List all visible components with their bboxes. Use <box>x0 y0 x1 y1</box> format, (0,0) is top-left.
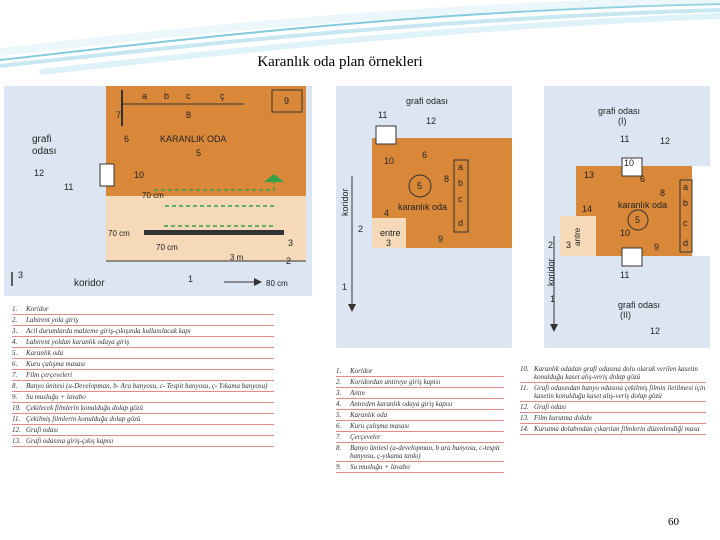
plan2-label-12: 12 <box>426 116 437 126</box>
plan2-legend <box>336 366 504 473</box>
plan3-floorplan <box>520 86 710 348</box>
plan2-label-3: 3 <box>386 238 392 248</box>
plan1-legend-number: 11. <box>12 415 21 423</box>
plan3-label-13: 13 <box>584 170 595 180</box>
plan1-label-c: c <box>186 91 191 101</box>
plan1-floorplan <box>4 86 312 296</box>
plan2-legend-text: Antre <box>350 389 366 397</box>
plan1-legend-text: Çekilmiş filmlerin konulduğu dolap gözü <box>26 415 141 423</box>
plan2-label-10: 10 <box>384 156 395 166</box>
plan2-label-6: 6 <box>422 150 428 160</box>
plan1-legend-row <box>12 425 274 436</box>
plan2-legend-number: 3. <box>336 389 342 397</box>
plan1-entry-area <box>106 196 306 261</box>
plan3-label-12: 12 <box>660 136 671 146</box>
plan1-label-6: 6 <box>124 134 130 144</box>
plan1-label-11: 11 <box>64 182 74 192</box>
plan2-corridor-area <box>336 138 372 348</box>
plan2-label-2: 2 <box>358 224 364 234</box>
plan3-label-II: (II) <box>620 310 631 320</box>
plan3-legend-text: Grafi odası <box>534 403 567 411</box>
plan1-legend-row <box>12 304 274 315</box>
plan1-panel <box>4 86 312 514</box>
plan2-legend-text: Koridordan antireye giriş kapısı <box>350 378 441 386</box>
plan1-legend-row <box>12 315 274 326</box>
plan1-label-7: 7 <box>116 110 122 120</box>
plan1-label-c2: ç <box>220 91 225 101</box>
plan2-lower-corridor <box>372 248 512 348</box>
plan2-label-koridor: koridor <box>340 188 350 216</box>
slide-title: Karanlık oda plan örnekleri <box>257 54 423 70</box>
plan2-legend-row <box>336 432 504 443</box>
plan1-legend-number: 10. <box>12 404 21 412</box>
plan1-legend-text: Banyo ünitesi (a-Developman, b- Ara banyosu, c- Tespit banyosu, ç- Yıkama banyosu) <box>26 382 268 390</box>
plan3-label-5: 5 <box>635 215 641 225</box>
plan2-label-d: d <box>458 218 464 228</box>
plan2-label-karanlik-oda: karanlık oda <box>398 202 448 212</box>
plan2-legend-row <box>336 421 504 432</box>
plan1-legend-text: Koridor <box>26 305 49 313</box>
plan1-label-a: a <box>142 91 148 101</box>
plan2-legend-text: Çerçeveler <box>350 433 381 441</box>
plan1-label-70cm-v: 70 cm <box>142 191 164 200</box>
plan3-legend-number: 10. <box>520 365 529 373</box>
plan3-label-8: 8 <box>660 188 666 198</box>
plan1-legend-number: 3. <box>12 327 18 335</box>
plan1-legend-number: 12. <box>12 426 21 434</box>
plan1-label-3b: 3 <box>18 270 24 280</box>
plan1-legend-number: 2. <box>12 316 18 324</box>
plan3-legend-row <box>520 383 706 402</box>
plan1-legend-text: Karanlık oda <box>26 349 64 357</box>
plan3-legend <box>520 364 706 435</box>
plan2-label-c: c <box>458 194 463 204</box>
plan1-legend-number: 9. <box>12 393 18 401</box>
plan3-label-grafi-odasi-2: grafi odası <box>618 300 661 310</box>
plan1-legend-text: Grafi odasına giriş-çıkış kapısı <box>26 437 114 445</box>
plan1-legend-number: 6. <box>12 360 18 368</box>
plan2-legend-number: 6. <box>336 422 342 430</box>
plan1-legend-number: 8. <box>12 382 18 390</box>
plan3-legend-row <box>520 424 706 435</box>
plan2-label-1: 1 <box>342 282 348 292</box>
plan2-legend-text: Karanlık oda <box>350 411 388 419</box>
plan1-label-8: 8 <box>186 110 192 120</box>
plan3-legend-number: 13. <box>520 414 529 422</box>
plan1-legend-number: 13. <box>12 437 21 445</box>
plan3-legend-number: 12. <box>520 403 529 411</box>
plan2-label-b: b <box>458 178 464 188</box>
plan1-legend-row <box>12 381 274 392</box>
plan3-label-10: 10 <box>624 158 635 168</box>
plan3-legend-text: Karanlık odadan grafi odasına dolu olarak verilen kasetin konulduğu kaset alış-veriş dolap gözü <box>534 365 698 381</box>
plan1-label-odasi: odası <box>32 146 57 157</box>
plan3-label-1: 1 <box>550 294 556 304</box>
plan3-label-b: b <box>683 198 689 208</box>
plan2-legend-number: 5. <box>336 411 342 419</box>
plan1-legend-row <box>12 370 274 381</box>
plan2-legend-row <box>336 366 504 377</box>
plan1-legend-number: 4. <box>12 338 18 346</box>
plan2-grafi-area <box>336 86 512 138</box>
plan1-label-1: 1 <box>188 274 194 284</box>
plan2-label-entre: entre <box>380 228 401 238</box>
plan3-label-grafi-odasi: grafi odası <box>598 106 641 116</box>
plan1-legend-number: 7. <box>12 371 18 379</box>
plan1-label-12: 12 <box>34 168 45 178</box>
plan2-legend-number: 2. <box>336 378 342 386</box>
plan1-legend-row <box>12 414 274 425</box>
plan1-legend-row <box>12 436 274 447</box>
plan2-label-8: 8 <box>444 174 450 184</box>
plan3-label-6: 6 <box>640 174 646 184</box>
plan2-legend-row <box>336 443 504 462</box>
plan3-label-2: 2 <box>548 240 554 250</box>
plan1-legend-row <box>12 392 274 403</box>
plan3-legend-text: Film kurutma dolabı <box>534 414 592 422</box>
page-number: 60 <box>668 516 679 528</box>
plan2-legend-row <box>336 399 504 410</box>
plan1-legend-text: Labirent yoldan karanlık odaya giriş <box>26 338 130 346</box>
plan1-label-10: 10 <box>134 170 145 180</box>
plan1-legend-text: Acil durumlarda malzeme giriş-çıkışında kullanılacak kapı <box>26 327 191 335</box>
plan2-label-9: 9 <box>438 234 444 244</box>
plan1-label-3m: 3 m <box>230 253 244 262</box>
plan2-floorplan <box>336 86 512 348</box>
plan1-legend-text: Kuru çalışma masası <box>26 360 86 368</box>
plan2-label-11: 11 <box>378 110 388 120</box>
plan1-door-10 <box>100 164 114 186</box>
plan3-label-10b: 10 <box>620 228 631 238</box>
plan2-legend-row <box>336 377 504 388</box>
plan2-legend-text: Kuru çalışma masası <box>350 422 410 430</box>
plan3-label-antre: antre <box>573 227 582 246</box>
plan1-legend-text: Labirent yola giriş <box>26 316 79 324</box>
plan3-label-9: 9 <box>654 242 660 252</box>
plan1-legend-row <box>12 359 274 370</box>
plan3-legend-number: 11. <box>520 384 529 392</box>
plan3-label-koridor: koridor <box>546 258 556 286</box>
plan1-legend-number: 5. <box>12 349 18 357</box>
plan2-legend-number: 4. <box>336 400 342 408</box>
plan1-label-70cm-v2: 70 cm <box>156 243 178 252</box>
plan3-label-11b: 11 <box>620 270 630 280</box>
plan3-legend-row <box>520 413 706 424</box>
plan2-panel <box>336 86 512 514</box>
plan2-legend-row <box>336 410 504 421</box>
plan2-legend-text: Koridor <box>350 367 373 375</box>
plan3-label-I: (I) <box>618 116 627 126</box>
plan1-legend-row <box>12 348 274 359</box>
plan2-legend-text: Su musluğu + lavabo <box>350 463 410 471</box>
plan2-legend-number: 1. <box>336 367 342 375</box>
plan3-grafi-1-area <box>544 86 710 166</box>
plan1-legend-row <box>12 326 274 337</box>
plan1-label-80cm: 80 cm <box>266 279 288 288</box>
plan1-legend <box>12 304 274 447</box>
plan2-label-grafi-odasi: grafi odası <box>406 96 449 106</box>
plan1-label-5: 5 <box>196 148 202 158</box>
plan3-label-14: 14 <box>582 204 593 214</box>
plan2-label-5: 5 <box>417 181 423 191</box>
plan1-label-3: 3 <box>288 238 294 248</box>
plan3-label-karanlik-oda: karanlık oda <box>618 200 668 210</box>
plan3-corridor-area <box>544 166 576 348</box>
plan3-legend-number: 14. <box>520 425 529 433</box>
plan3-label-a: a <box>683 182 689 192</box>
plan1-label-grafi: grafi <box>32 134 52 145</box>
plan1-label-koridor: koridor <box>74 278 105 289</box>
plan1-label-b: b <box>164 91 170 101</box>
plan1-label-2: 2 <box>286 256 292 266</box>
plan2-legend-number: 7. <box>336 433 342 441</box>
plan2-legend-text: Banyo ünitesi (a-developman, b ara banyosu, c-tespit banyosu, ç-yıkama tankı) <box>350 444 500 460</box>
plan3-label-d: d <box>683 238 689 248</box>
plan3-label-12b: 12 <box>650 326 661 336</box>
plan3-panel <box>520 86 710 514</box>
plan1-label-70cm-h: 70 cm <box>108 229 130 238</box>
plan1-legend-row <box>12 337 274 348</box>
plan3-legend-row <box>520 402 706 413</box>
plan2-label-4: 4 <box>384 208 390 218</box>
plan1-legend-text: Su musluğu + lavabo <box>26 393 86 401</box>
plan3-legend-text: Kurutma dolabından çıkarılan filmlerin düzenlendiği masa <box>534 425 700 433</box>
plan2-label-a: a <box>458 162 464 172</box>
plan1-label-karanlik-oda: KARANLIK ODA <box>160 134 227 144</box>
plan1-legend-text: Film çerçeveleri <box>26 371 73 379</box>
plan3-label-c: c <box>683 218 688 228</box>
plan1-label-9: 9 <box>284 96 290 106</box>
plan2-legend-row <box>336 462 504 473</box>
plan3-label-11: 11 <box>620 134 630 144</box>
plan2-legend-row <box>336 388 504 399</box>
plan1-legend-text: Çekilecek filmlerin konulduğu dolap gözü <box>26 404 144 412</box>
plan1-legend-row <box>12 403 274 414</box>
plan1-legend-text: Grafi odası <box>26 426 59 434</box>
plan2-legend-number: 9. <box>336 463 342 471</box>
plan3-label-3: 3 <box>566 240 572 250</box>
plan2-legend-number: 8. <box>336 444 342 452</box>
plan3-legend-text: Grafi odasından banyo odasına çekilmiş filmin iletilmesi için kasetin konulduğu kaset alış-veriş dolap gözü <box>534 384 706 400</box>
plan3-legend-row <box>520 364 706 383</box>
plan1-legend-number: 1. <box>12 305 18 313</box>
plan2-legend-text: Antreden karanlık odaya giriş kapısı <box>350 400 453 408</box>
